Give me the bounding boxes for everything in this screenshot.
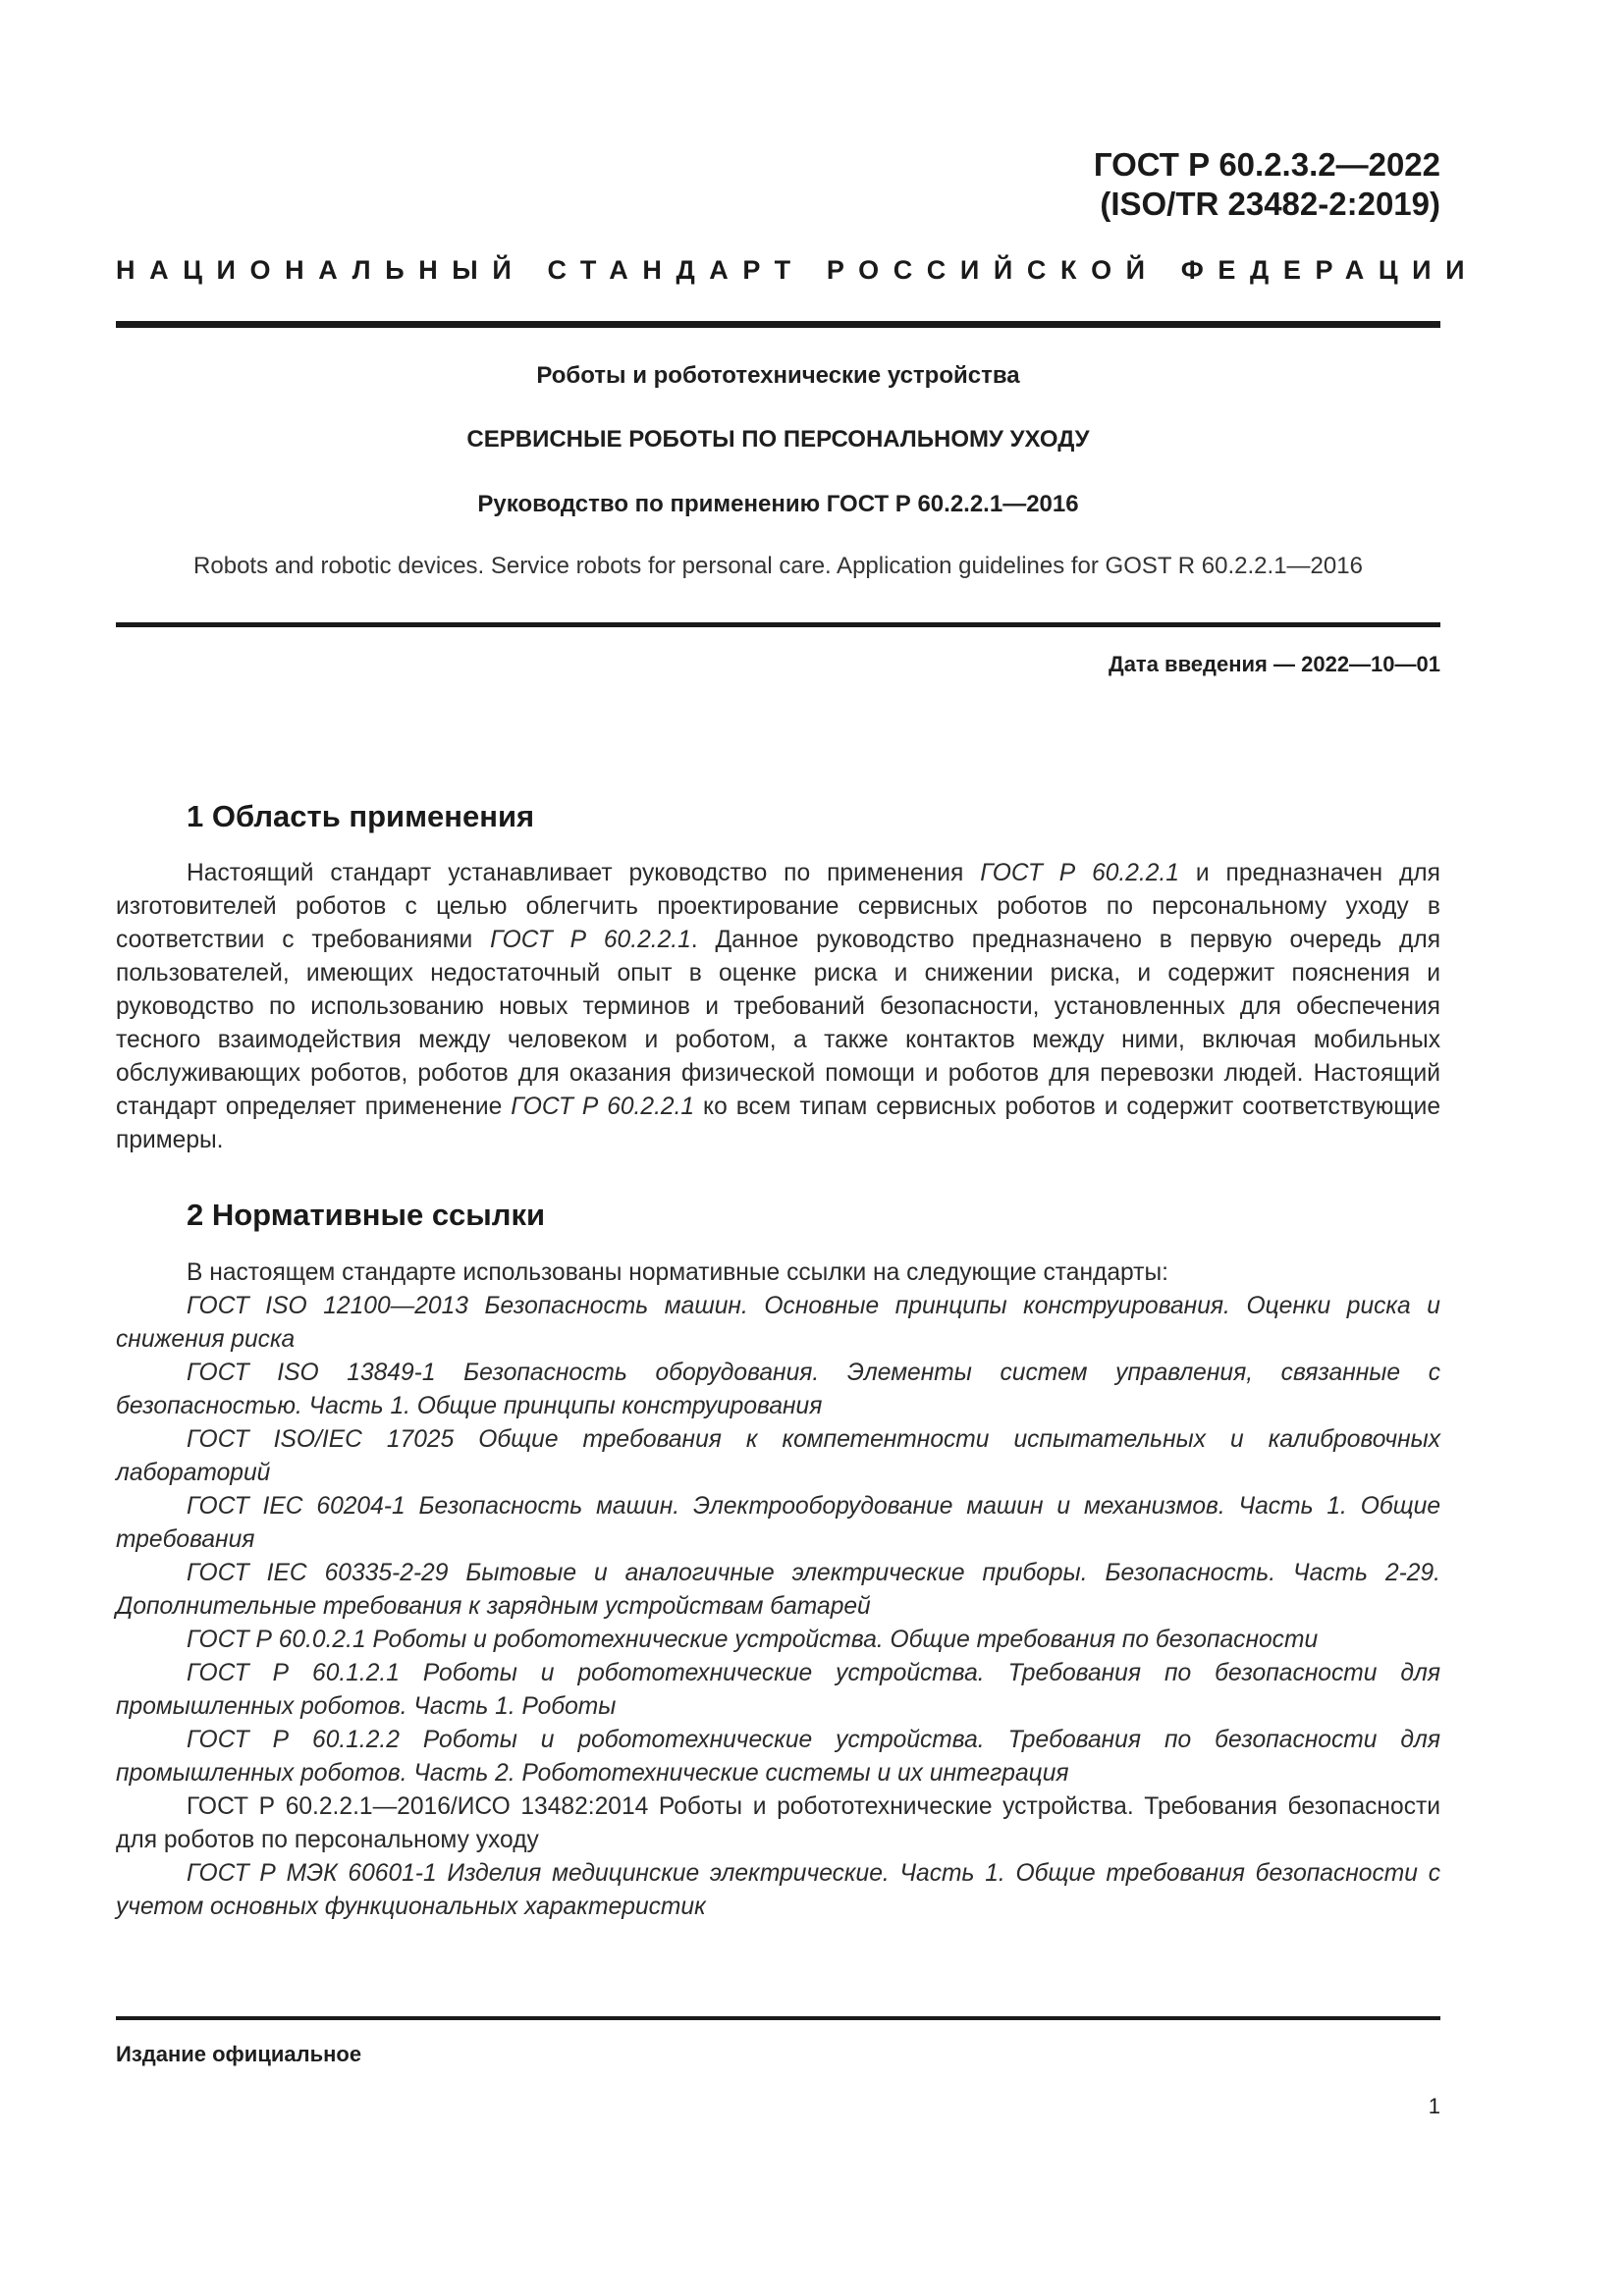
title-english: Robots and robotic devices. Service robots for personal care. Application guidelines for GOST R 60.2.2.1—2016 xyxy=(193,553,1363,579)
standard-reference: ГОСТ Р 60.2.2.1 xyxy=(980,860,1179,886)
official-edition-label: Издание официальное xyxy=(116,2042,362,2066)
reference-item: ГОСТ IEC 60335-2-29 Бытовые и аналогичные электрические приборы. Безопасность. Часть 2-29. Дополнительные требования к зарядным устройствам батарей xyxy=(116,1560,1440,1620)
paragraph-text: Настоящий стандарт устанавливает руководство по применения xyxy=(187,860,981,886)
paragraph-text: и предназначен для изготовителей роботов с целью облегчить проектирование сервисных роботов по персональному уходу в соответствии с требованиями xyxy=(116,860,1440,953)
reference-item: ГОСТ Р МЭК 60601-1 Изделия медицинские электрические. Часть 1. Общие требования безопасности с учетом основных функциональных характеристик xyxy=(116,1860,1440,1920)
reference-item: ГОСТ Р 60.1.2.1 Роботы и робототехнические устройства. Требования по безопасности для промышленных роботов. Часть 1. Роботы xyxy=(116,1660,1440,1720)
title-sub: Руководство по применению ГОСТ Р 60.2.2.1—2016 xyxy=(477,491,1079,517)
page-number: 1 xyxy=(1428,2094,1440,2118)
reference-item: ГОСТ IEC 60204-1 Безопасность машин. Электрооборудование машин и механизмов. Часть 1. Общие требования xyxy=(116,1493,1440,1553)
section-2-lead: В настоящем стандарте использованы нормативные ссылки на следующие стандарты: xyxy=(187,1259,1168,1286)
standard-reference: ГОСТ Р 60.2.2.1 xyxy=(490,927,691,953)
footer-divider xyxy=(116,2016,1440,2020)
reference-item: ГОСТ ISO/IEC 17025 Общие требования к компетентности испытательных и калибровочных лабораторий xyxy=(116,1426,1440,1486)
paragraph-text: ко всем типам сервисных роботов и содержит соответствующие примеры. xyxy=(116,1094,1440,1153)
document-number xyxy=(1094,145,1440,224)
reference-item: ГОСТ ISO 12100—2013 Безопасность машин. Основные принципы конструирования. Оценки риска и снижения риска xyxy=(116,1293,1440,1353)
national-standard-banner: НАЦИОНАЛЬНЫЙ СТАНДАРТ РОССИЙСКОЙ ФЕДЕРАЦИИ xyxy=(116,255,1480,285)
reference-item: ГОСТ ISO 13849-1 Безопасность оборудования. Элементы систем управления, связанные с безопасностью. Часть 1. Общие принципы конструирования xyxy=(116,1360,1440,1419)
paragraph-text: . Данное руководство предназначено в первую очередь для пользователей, имеющих недостаточный опыт в оценке риска и снижении риска, и содержит пояснения и руководство по использованию новых терминов и требований безопасности, установленных для обеспечения тесного взаимодействия между человеком и роботом, а также контактов между ними, включая мобильных обслуживающих роботов, роботов для оказания физической помощи и роботов для перевозки людей. Настоящий стандарт определяет применение xyxy=(116,927,1441,1120)
normative-references-list xyxy=(116,1290,1440,1924)
title-main: СЕРВИСНЫЕ РОБОТЫ ПО ПЕРСОНАЛЬНОМУ УХОДУ xyxy=(466,426,1090,453)
section-2-heading: 2 Нормативные ссылки xyxy=(187,1198,546,1232)
reference-item: ГОСТ Р 60.2.2.1—2016/ИСО 13482:2014 Роботы и робототехнические устройства. Требования безопасности для роботов по персональному уходу xyxy=(116,1793,1440,1853)
reference-item: ГОСТ Р 60.0.2.1 Роботы и робототехнические устройства. Общие требования по безопасности xyxy=(187,1627,1319,1653)
title-divider xyxy=(116,622,1440,627)
document-number-gost: ГОСТ Р 60.2.3.2—2022 xyxy=(1093,146,1440,183)
reference-item: ГОСТ Р 60.1.2.2 Роботы и робототехнические устройства. Требования по безопасности для промышленных роботов. Часть 2. Робототехнические системы и их интеграция xyxy=(116,1727,1440,1787)
section-1-paragraph xyxy=(116,857,1440,1157)
section-1-heading: 1 Область применения xyxy=(187,799,535,833)
top-divider xyxy=(116,321,1440,328)
document-number-iso: (ISO/TR 23482-2:2019) xyxy=(1100,186,1440,222)
title-general: Роботы и робототехнические устройства xyxy=(536,362,1020,389)
standard-reference: ГОСТ Р 60.2.2.1 xyxy=(511,1094,695,1120)
introduction-date: Дата введения — 2022—10—01 xyxy=(1109,652,1440,676)
